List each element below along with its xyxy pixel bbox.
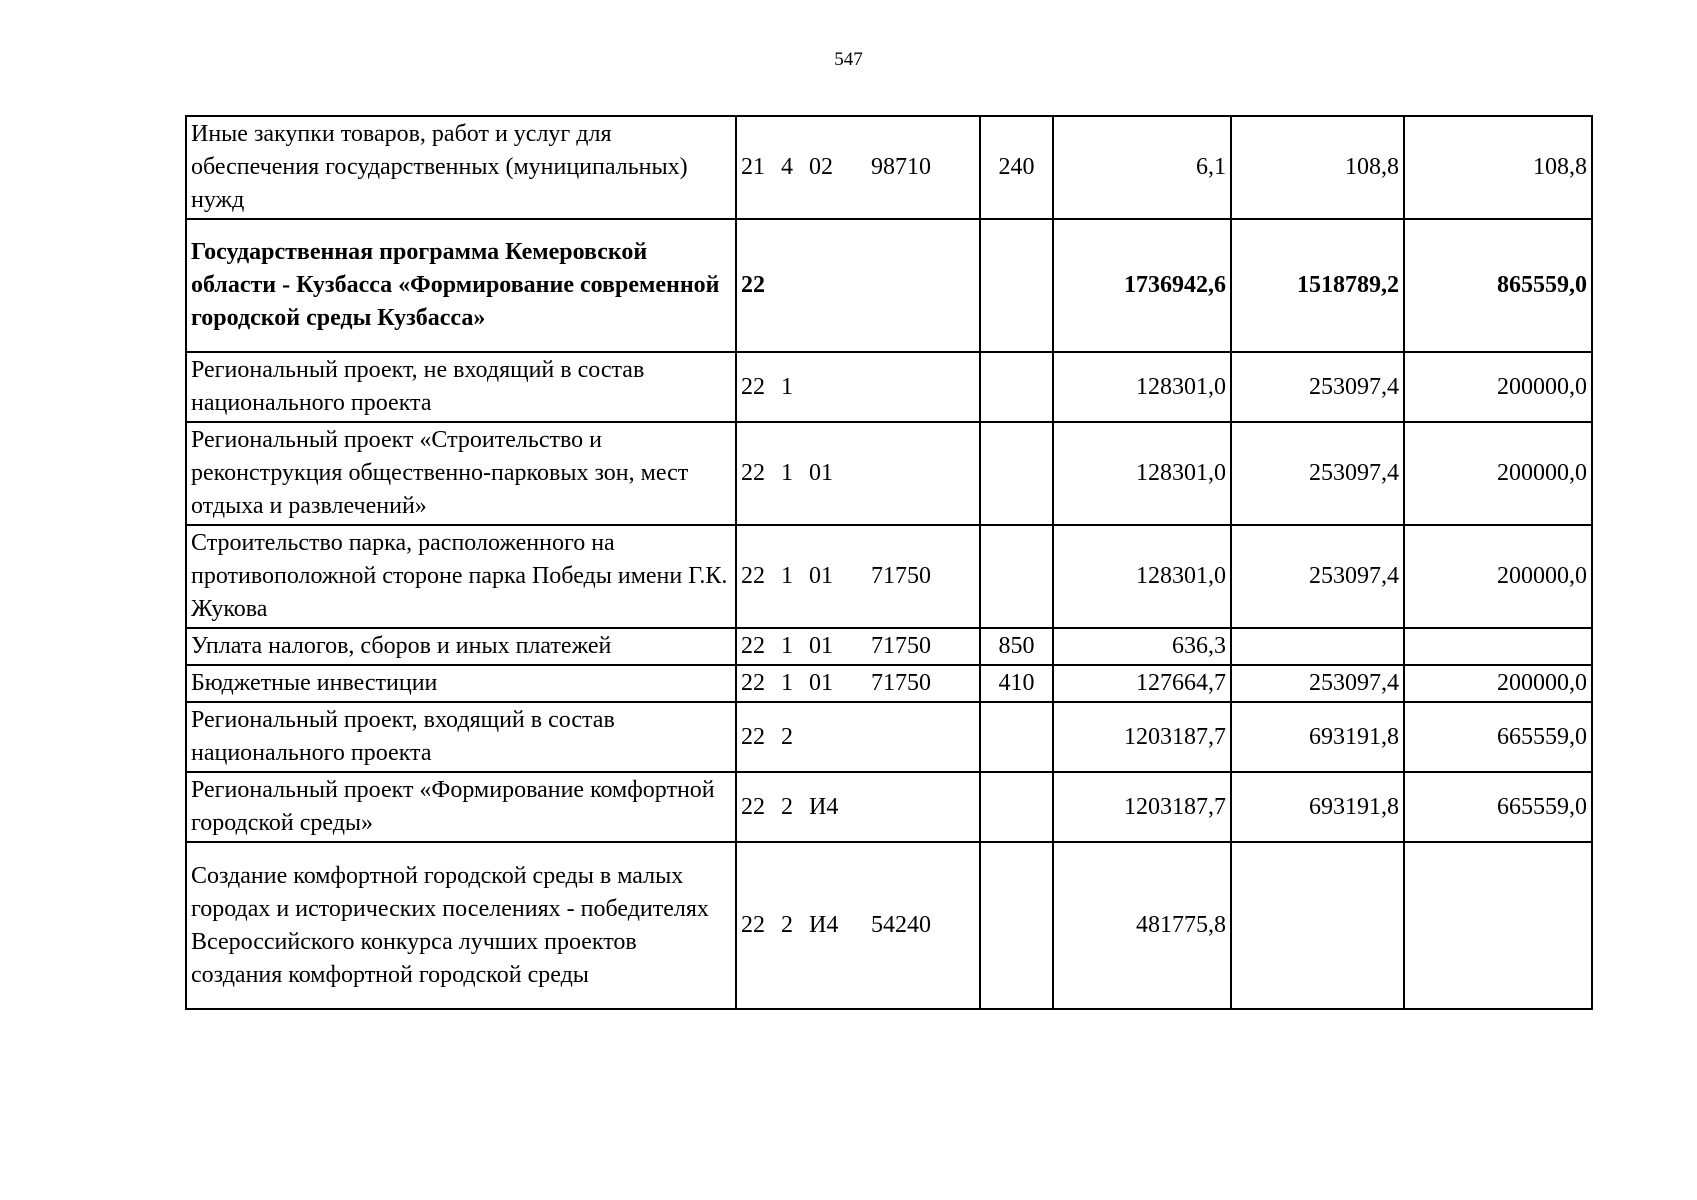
row-value-2-cell: 1518789,2 [1231, 219, 1404, 352]
row-name-cell: Государственная программа Кемеровской области - Кузбасса «Формирование современной городской среды Кузбасса» [186, 219, 736, 352]
row-code-cell: 22 2 [736, 702, 980, 772]
row-vr-cell: 850 [980, 628, 1053, 665]
row-value-1-cell: 1203187,7 [1053, 702, 1231, 772]
row-value-2-cell: 693191,8 [1231, 772, 1404, 842]
row-value-3-cell: 665559,0 [1404, 702, 1592, 772]
table-row [186, 219, 1592, 352]
row-value-1-cell: 1736942,6 [1053, 219, 1231, 352]
row-code-cell: 22 1 01 71750 [736, 525, 980, 628]
table-row [186, 842, 1592, 1009]
row-vr-cell [980, 219, 1053, 352]
row-name-cell: Региональный проект, не входящий в состав национального проекта [186, 352, 736, 422]
budget-table [185, 115, 1593, 1010]
row-code-cell: 22 1 01 71750 [736, 628, 980, 665]
table-row [186, 772, 1592, 842]
table-row [186, 116, 1592, 219]
row-vr-cell [980, 842, 1053, 1009]
row-code-cell: 21 4 02 98710 [736, 116, 980, 219]
row-name-cell: Бюджетные инвестиции [186, 665, 736, 702]
row-code-cell: 22 2 И4 54240 [736, 842, 980, 1009]
row-value-1-cell: 128301,0 [1053, 525, 1231, 628]
row-value-2-cell [1231, 628, 1404, 665]
row-name-cell: Региональный проект, входящий в состав национального проекта [186, 702, 736, 772]
row-vr-cell: 410 [980, 665, 1053, 702]
row-code-cell: 22 1 01 71750 [736, 665, 980, 702]
row-value-2-cell: 108,8 [1231, 116, 1404, 219]
row-value-1-cell: 6,1 [1053, 116, 1231, 219]
row-value-1-cell: 1203187,7 [1053, 772, 1231, 842]
row-value-1-cell: 128301,0 [1053, 422, 1231, 525]
row-vr-cell: 240 [980, 116, 1053, 219]
table-row [186, 422, 1592, 525]
row-value-2-cell [1231, 842, 1404, 1009]
row-name-cell: Строительство парка, расположенного на противоположной стороне парка Победы имени Г.К. Жукова [186, 525, 736, 628]
row-value-1-cell: 481775,8 [1053, 842, 1231, 1009]
row-code-cell: 22 1 01 [736, 422, 980, 525]
table-row [186, 665, 1592, 702]
row-name-cell: Иные закупки товаров, работ и услуг для обеспечения государственных (муниципальных) нужд [186, 116, 736, 219]
table-row [186, 525, 1592, 628]
row-value-2-cell: 253097,4 [1231, 422, 1404, 525]
table-row [186, 702, 1592, 772]
row-value-2-cell: 253097,4 [1231, 352, 1404, 422]
row-code-cell: 22 1 [736, 352, 980, 422]
row-code-cell: 22 [736, 219, 980, 352]
row-name-cell: Региональный проект «Строительство и реконструкция общественно-парковых зон, мест отдыха и развлечений» [186, 422, 736, 525]
row-value-3-cell: 200000,0 [1404, 665, 1592, 702]
row-value-3-cell: 108,8 [1404, 116, 1592, 219]
row-vr-cell [980, 702, 1053, 772]
row-vr-cell [980, 352, 1053, 422]
page-number: 547 [834, 49, 863, 70]
row-value-1-cell: 127664,7 [1053, 665, 1231, 702]
row-value-3-cell: 200000,0 [1404, 525, 1592, 628]
row-code-cell: 22 2 И4 [736, 772, 980, 842]
row-vr-cell [980, 422, 1053, 525]
table-row [186, 352, 1592, 422]
row-name-cell: Уплата налогов, сборов и иных платежей [186, 628, 736, 665]
row-value-3-cell: 665559,0 [1404, 772, 1592, 842]
row-name-cell: Региональный проект «Формирование комфортной городской среды» [186, 772, 736, 842]
row-value-3-cell: 200000,0 [1404, 352, 1592, 422]
row-value-2-cell: 253097,4 [1231, 525, 1404, 628]
row-value-3-cell [1404, 842, 1592, 1009]
row-value-3-cell: 200000,0 [1404, 422, 1592, 525]
row-value-2-cell: 253097,4 [1231, 665, 1404, 702]
row-vr-cell [980, 525, 1053, 628]
row-name-cell: Создание комфортной городской среды в малых городах и исторических поселениях - победителях Всероссийского конкурса лучших проектов создания комфортной городской среды [186, 842, 736, 1009]
row-value-3-cell: 865559,0 [1404, 219, 1592, 352]
row-value-2-cell: 693191,8 [1231, 702, 1404, 772]
row-vr-cell [980, 772, 1053, 842]
row-value-3-cell [1404, 628, 1592, 665]
table-row [186, 628, 1592, 665]
row-value-1-cell: 636,3 [1053, 628, 1231, 665]
row-value-1-cell: 128301,0 [1053, 352, 1231, 422]
